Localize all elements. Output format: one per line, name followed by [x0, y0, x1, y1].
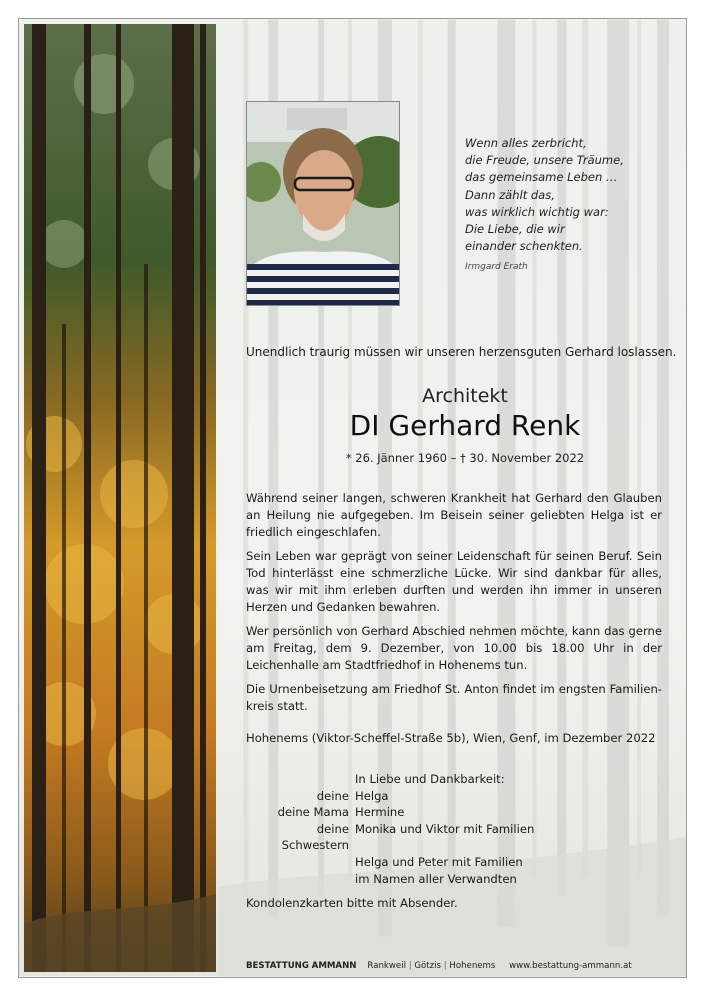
brand-prefix: BESTATTUNG: [246, 961, 309, 971]
intro-line: Unendlich traurig müssen wir unseren herzensguten Gerhard loslassen.: [246, 345, 677, 359]
mourner-relation: [246, 771, 355, 788]
mourner-row: [246, 854, 534, 871]
quote-author: Irmgard Erath: [465, 262, 528, 273]
mourner-relation: deine Schwestern: [281, 821, 349, 853]
autumn-forest-photo: [24, 24, 216, 972]
paragraph: Die Urnenbeisetzung am Friedhof St. Anton findet im engsten Familien-kreis statt.: [246, 682, 662, 713]
paragraph: Wer persönlich von Gerhard Abschied nehmen möchte, kann das gerne am Freitag, dem 9. Dezember, von 10.00 bis 18.00 Uhr in der Leichenhalle am Stadtfriedhof in Hohenems tun.: [246, 624, 662, 672]
quote-line: Dann zählt das,: [465, 187, 555, 202]
paragraph: Sein Leben war geprägt von seiner Leidenschaft für seinen Beruf. Sein Tod hinterlässt eine schmerzliche Lücke. Wir sind dankbar für alles, was wir mit ihm erleben durften und werden ihn immer in unseren Herzen und Gedanken bewahren.: [246, 549, 662, 614]
location: Götzis: [414, 961, 442, 971]
location: Rankweil: [367, 961, 406, 971]
portrait-photo: [246, 101, 400, 306]
quote: [465, 135, 665, 277]
quote-line: die Freude, unsere Träume,: [465, 153, 624, 168]
mourner-relation: deine Mama: [277, 805, 349, 820]
footer: BESTATTUNG AMMANN Rankweil | Götzis | Hohenems www.bestattung-ammann.at: [246, 961, 632, 971]
mourner-relation: [246, 871, 355, 888]
life-dates: * 26. Jänner 1960 – † 30. November 2022: [345, 451, 585, 465]
quote-line: Wenn alles zerbricht,: [465, 136, 587, 150]
mourner-row: [246, 871, 534, 888]
website-link[interactable]: www.bestattung-ammann.at: [509, 961, 632, 971]
mourner-relation: deine: [316, 788, 349, 803]
brand-name: AMMANN: [311, 961, 357, 971]
quote-line: das gemeinsame Leben …: [465, 170, 618, 185]
quote-line: was wirklich wichtig war:: [465, 204, 609, 219]
mourner-names: Hermine: [355, 805, 405, 820]
mourner-names: Helga und Peter mit Familien: [355, 854, 523, 869]
place-date: Hohenems (Viktor-Scheffel-Straße 5b), Wien, Genf, im Dezember 2022: [246, 731, 656, 745]
mourner-row: [246, 788, 534, 805]
paragraph: Während seiner langen, schweren Krankheit hat Gerhard den Glauben an Heilung nie aufgegeben. Im Beisein seiner geliebten Helga ist er friedlich eingeschlafen.: [246, 491, 662, 539]
mourner-row: [246, 821, 534, 854]
quote-line: Die Liebe, die wir: [465, 222, 565, 237]
deceased-name: DI Gerhard Renk: [349, 409, 581, 442]
mourner-row: [246, 771, 534, 788]
condolence-note: Kondolenzkarten bitte mit Absender.: [246, 896, 458, 910]
mourners-list: [246, 771, 534, 887]
mourner-names: Helga: [355, 788, 389, 803]
profession: Architekt: [422, 385, 508, 407]
mourner-names: im Namen aller Verwandten: [355, 871, 517, 886]
mourner-row: [246, 804, 534, 821]
body-text: [246, 490, 662, 722]
location: Hohenems: [449, 961, 496, 971]
quote-line: einander schenkten.: [465, 239, 583, 254]
mourner-names: Monika und Viktor mit Familien: [355, 821, 535, 836]
mourner-names: In Liebe und Dankbarkeit:: [355, 772, 505, 786]
mourner-relation: [246, 854, 355, 871]
notice-frame: [18, 18, 687, 978]
